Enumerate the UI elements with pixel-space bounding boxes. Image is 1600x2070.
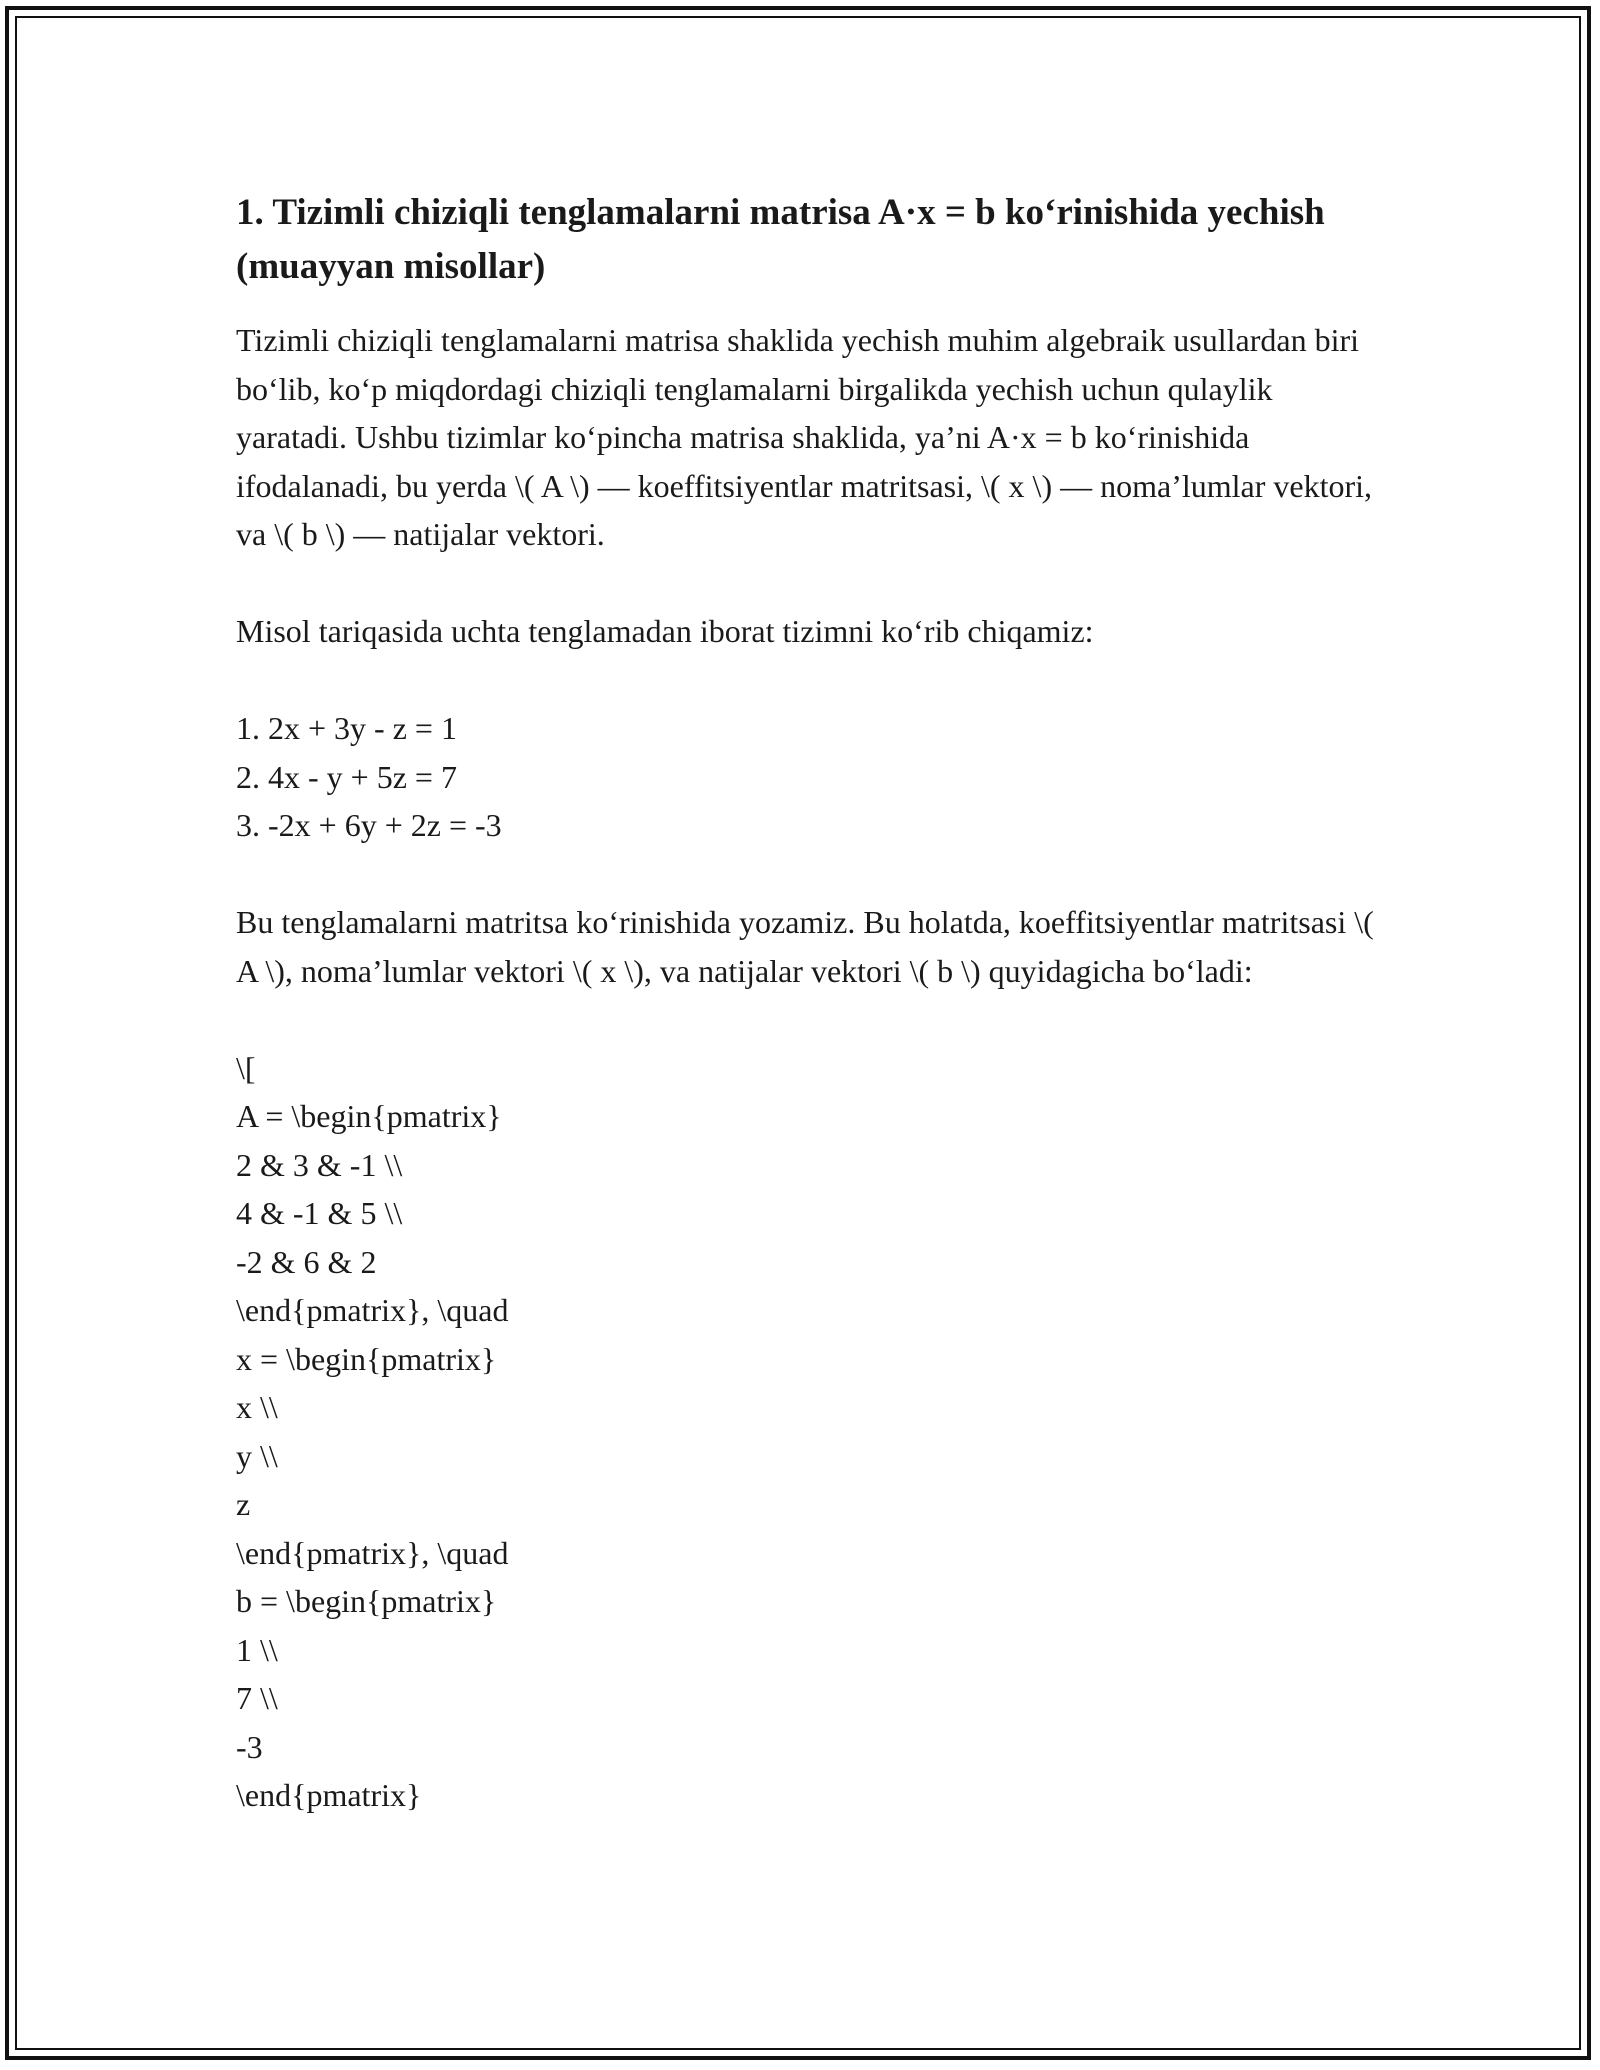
latex-line: 1 \\ (236, 1631, 278, 1668)
latex-line: \[ (236, 1049, 256, 1086)
latex-line: b = \begin{pmatrix} (236, 1583, 497, 1619)
paragraph-spacer (236, 559, 1386, 608)
latex-line: x = \begin{pmatrix} (236, 1340, 497, 1377)
latex-line: y \\ (236, 1437, 278, 1474)
section-heading: 1. Tizimli chiziqli tenglamalarni matrisa A·x = b ko‘rinishida yechish (muayyan misollar) (236, 192, 1325, 287)
paragraph-spacer (236, 850, 1386, 899)
matrix-form-paragraph: Bu tenglamalarni matritsa ko‘rinishida yozamiz. Bu holatda, koeffitsiyentlar matritsasi \( A \), noma’lumlar vektori \( x \), va natijalar vektori \( b \) quyidagicha bo‘ladi: (236, 904, 1381, 989)
intro-paragraph: Tizimli chiziqli tenglamalarni matrisa shaklida yechish muhim algebraik usullardan biri bo‘lib, ko‘p miqdordagi chiziqli tenglamalarni birgalikda yechish uchun qulaylik yaratadi. Ushbu tizimlar ko‘pincha matrisa shaklida, ya’ni A·x = b ko‘rinishida ifodalanadi, bu yerda \( A \) — koeffitsiyentlar matritsasi, \( x \) — noma’lumlar vektori, va \( b \) — natijalar vektori. (236, 322, 1381, 552)
latex-line: z (236, 1486, 251, 1522)
equation-line: 3. -2x + 6y + 2z = -3 (236, 807, 502, 843)
latex-line: A = \begin{pmatrix} (236, 1098, 502, 1134)
example-intro-paragraph: Misol tariqasida uchta tenglamadan iborat tizimni ko‘rib chiqamiz: (236, 613, 1094, 649)
equation-list (236, 704, 1386, 850)
equation-line: 1. 2x + 3y - z = 1 (236, 710, 457, 746)
latex-line: \end{pmatrix} (236, 1777, 422, 1813)
latex-line: \end{pmatrix}, \quad (236, 1534, 509, 1571)
document-body (236, 186, 1386, 1820)
latex-line: \end{pmatrix}, \quad (236, 1292, 509, 1328)
latex-line: 4 & -1 & 5 \\ (236, 1195, 403, 1231)
paragraph-spacer (236, 656, 1386, 705)
equation-line: 2. 4x - y + 5z = 7 (236, 758, 457, 795)
latex-line: 2 & 3 & -1 \\ (236, 1146, 403, 1183)
latex-source-block (236, 1044, 1386, 1820)
latex-line: -2 & 6 & 2 (236, 1243, 377, 1280)
latex-line: -3 (236, 1728, 263, 1765)
latex-line: x \\ (236, 1389, 278, 1425)
paragraph-spacer (236, 995, 1386, 1044)
latex-line: 7 \\ (236, 1680, 278, 1716)
